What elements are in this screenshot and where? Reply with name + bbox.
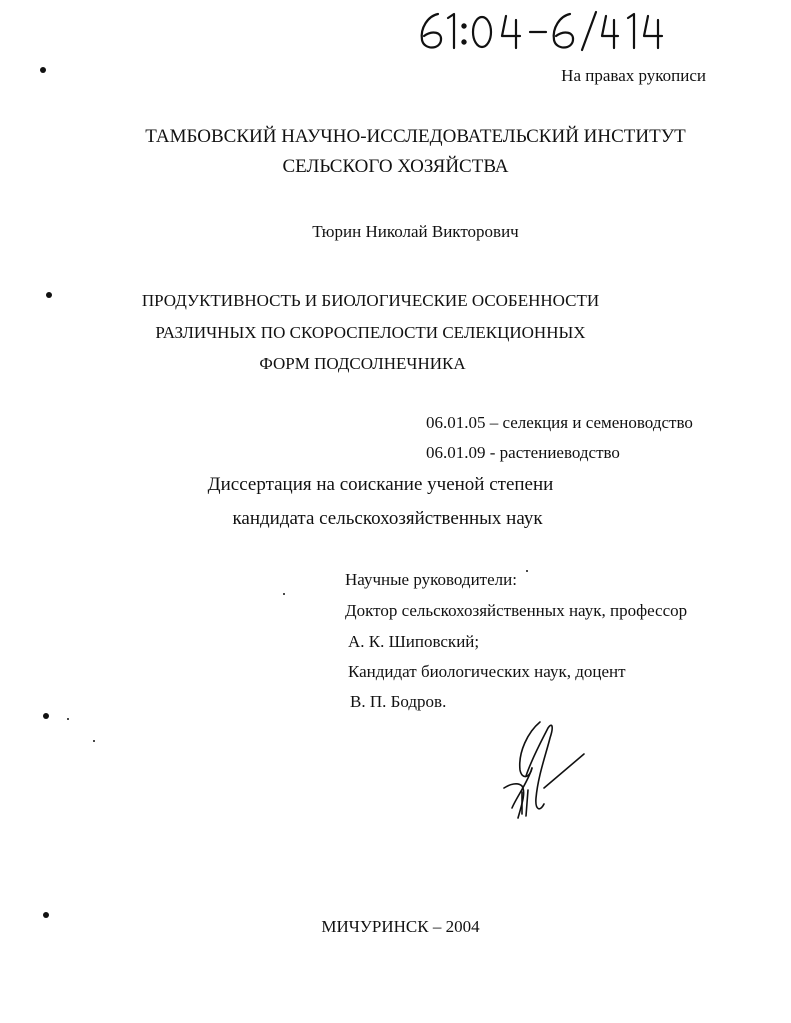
supervisor-2-title: Кандидат биологических наук, доцент: [348, 662, 626, 681]
degree-statement-line-1: Диссертация на соискание ученой степени: [207, 474, 554, 495]
scan-dot: [40, 67, 46, 73]
author-name: Тюрин Николай Викторович: [312, 222, 519, 241]
scan-dot: [67, 718, 69, 720]
institution-line-1: ТАМБОВСКИЙ НАУЧНО-ИССЛЕДОВАТЕЛЬСКИЙ ИНСТИТУТ: [145, 126, 686, 147]
supervisor-2-name: В. П. Бодров.: [350, 692, 447, 711]
degree-statement-line-2: кандидата сельскохозяйственных наук: [232, 508, 543, 529]
dissertation-title-line-3: ФОРМ ПОДСОЛНЕЧНИКА: [259, 354, 466, 373]
rights-note: На правах рукописи: [561, 66, 706, 85]
signature: [492, 718, 602, 826]
specialty-code-2: 06.01.09 - растениеводство: [426, 443, 620, 462]
supervisor-1-name: А. К. Шиповский;: [348, 632, 480, 651]
institution-line-2: СЕЛЬСКОГО ХОЗЯЙСТВА: [282, 156, 509, 177]
handwritten-archive-code: [410, 8, 690, 52]
scan-dot: [46, 292, 52, 298]
scan-dot: [43, 713, 49, 719]
supervisor-1-title: Доктор сельскохозяйственных наук, профессор: [345, 601, 688, 620]
scan-dot: [93, 740, 95, 742]
specialty-code-1: 06.01.05 – селекция и семеноводство: [426, 413, 693, 432]
supervisors-label: Научные руководители:: [345, 570, 517, 589]
dissertation-title-line-1: ПРОДУКТИВНОСТЬ И БИОЛОГИЧЕСКИЕ ОСОБЕННОСТИ: [141, 291, 600, 310]
scan-dot: [43, 912, 49, 918]
archive-code: [0, 0, 1, 1]
dissertation-title-line-2: РАЗЛИЧНЫХ ПО СКОРОСПЕЛОСТИ СЕЛЕКЦИОННЫХ: [155, 323, 586, 342]
scan-dot: [526, 570, 528, 572]
scan-dot: [283, 593, 285, 595]
city-year: МИЧУРИНСК – 2004: [321, 917, 480, 936]
